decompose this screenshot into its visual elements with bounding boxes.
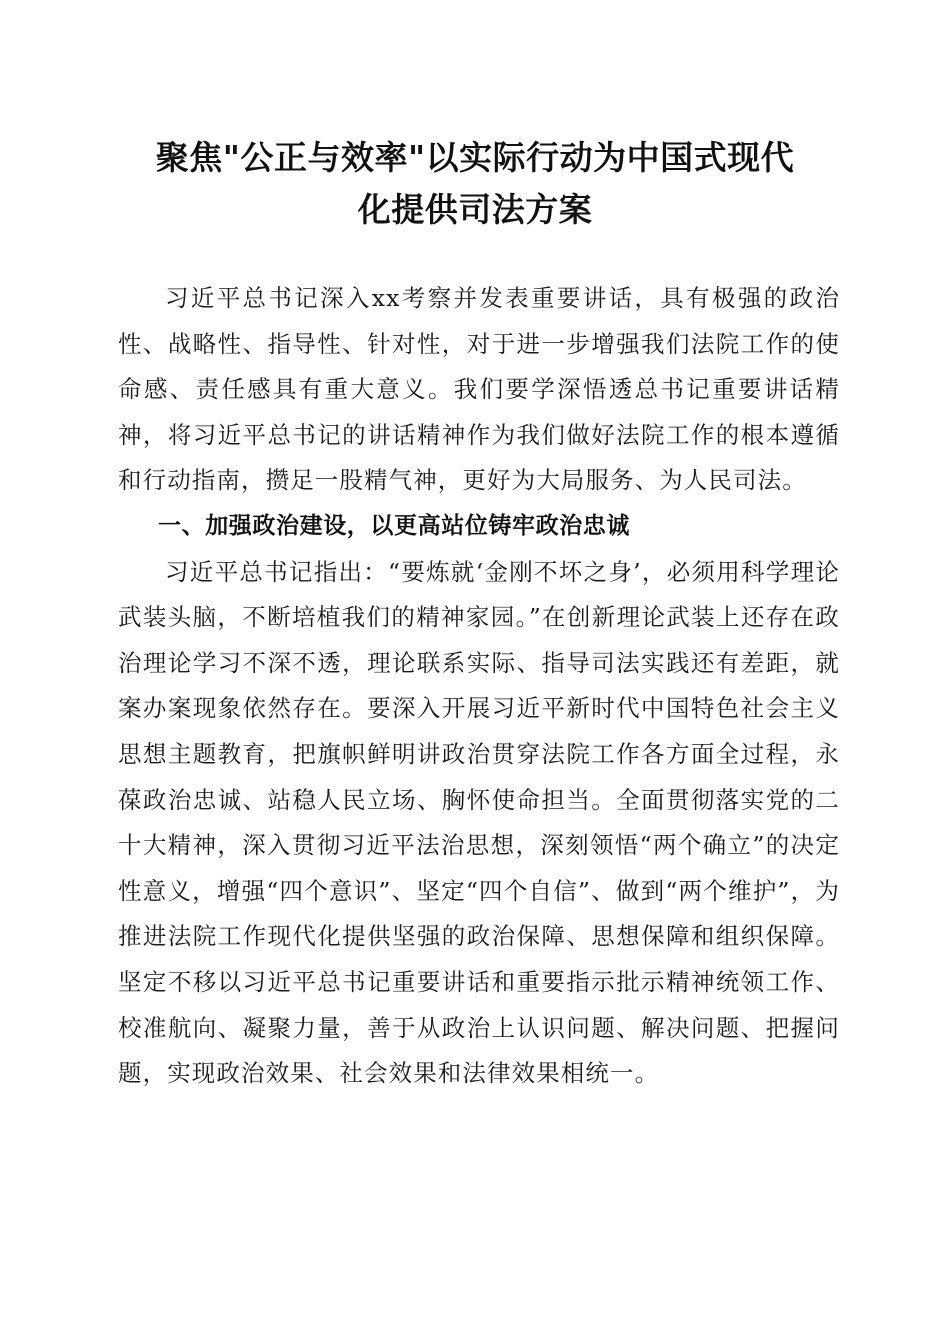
intro-paragraph: 习近平总书记深入xx考察并发表重要讲话，具有极强的政治性、战略性、指导性、针对性，对于进一步增强我们法院工作的使命感、责任感具有重大意义。我们要学深悟透总书记重要讲话精神，将习近平总书记的讲话精神作为我们做好法院工作的根本遵循和行动指南，攒足一股精气神，更好为大局服务、为人民司法。 [118, 284, 840, 495]
title-line-2: 化提供司法方案 [357, 190, 593, 229]
section-1-paragraph: 习近平总书记指出：“要炼就‘金刚不坏之身’，必须用科学理论武装头脑，不断培植我们的精神家园。”在创新理论武装上还存在政治理论学习不深不透，理论联系实际、指导司法实践还有差距，就案办案现象依然存在。要深入开展习近平新时代中国特色社会主义思想主题教育，把旗帜鲜明讲政治贯穿法院工作各方面全过程，永葆政治忠诚、站稳人民立场、胸怀使命担当。全面贯彻落实党的二十大精神，深入贯彻习近平法治思想，深刻领悟“两个确立”的决定性意义，增强“四个意识”、坚定“四个自信”、做到“两个维护”，为推进法院工作现代化提供坚强的政治保障、思想保障和组织保障。坚定不移以习近平总书记重要讲话和重要指示批示精神统领工作、校准航向、凝聚力量，善于从政治上认识问题、解决问题、把握问题，实现政治效果、社会效果和法律效果相统一。 [118, 557, 840, 1088]
section-1-heading: 一、加强政治建设，以更高站位铸牢政治忠诚 [158, 512, 630, 539]
title-line-1: 聚焦"公正与效率"以实际行动为中国式现代 [155, 138, 795, 177]
document-title [110, 132, 840, 236]
document-body [118, 276, 840, 1097]
